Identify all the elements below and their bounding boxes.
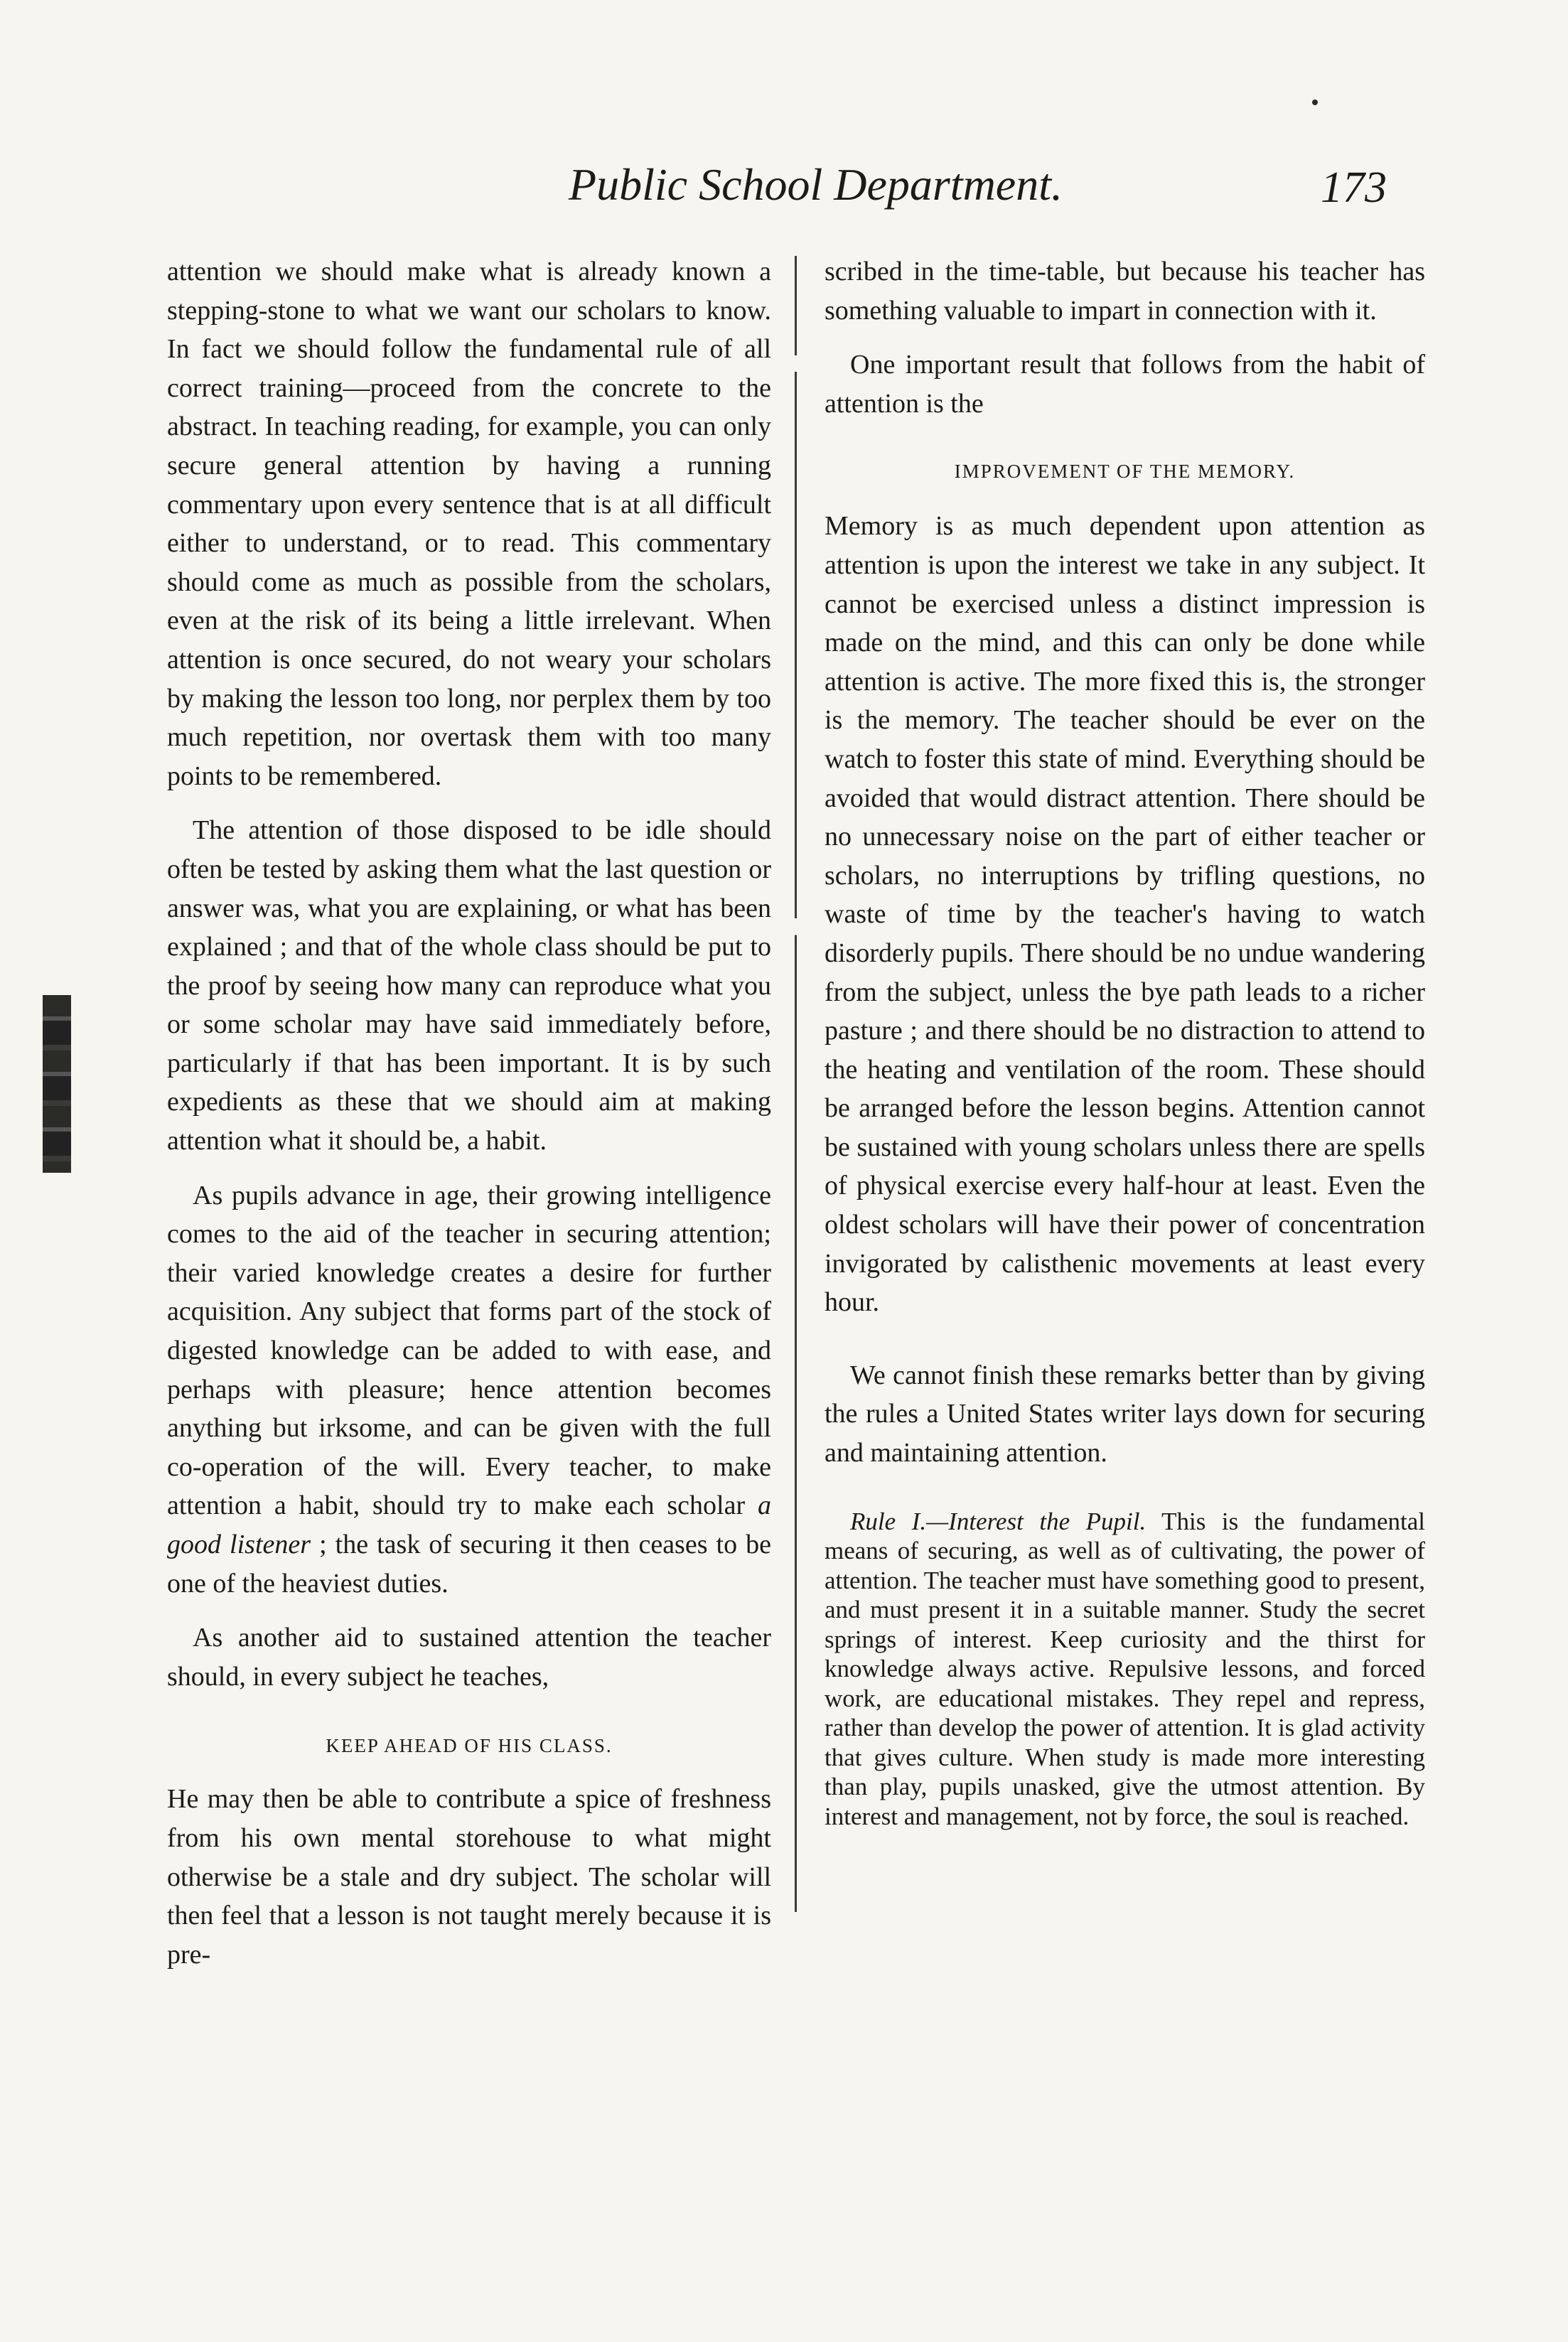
paragraph: Memory is as much dependent upon attention as attention is upon the interest we take in any subject. It cannot be exercised unless a distinct impression is made on the mind, and this can only be done while attention is active. The more fixed this is, the stronger is the memory. The teacher should be ever on the watch to foster this state of mind. Everything should be avoided that would distract attention. There should be no unnecessary noise on the part of either teacher or scholars, no interruptions by trifling questions, no waste of time by the teacher's having to watch disorderly pupils. There should be no undue wandering from the subject, unless the bye path leads to a richer pasture ; and there should be no distraction to attend to the heating and ventilation of the room. These should be arranged before the lesson begins. Attention cannot be sustained with young scholars unless there are spells of physical exercise every half-hour at least. Even the oldest scholars will have their power of concentration invigorated by calisthenic movements at least every hour. xyxy=(825,511,1425,1318)
column-rule xyxy=(795,256,797,1912)
ink-speck xyxy=(1312,100,1318,105)
paragraph: The attention of those disposed to be idle should often be tested by asking them what the last question or answer was, what you are explaining, or what has been explained ; and that of the whole class should be put to the proof by seeing how many can reproduce what you or some scholar may have said immediately before, particularly if that has been important. It is by such expedients as these that we should aim at making attention what it should be, a habit. xyxy=(167,815,771,1156)
right-column xyxy=(825,252,1425,1831)
rule-text: This is the fundamental means of securing, as well as of cultivating, the power of attention. The teacher must have something good to present, and must present it in a suitable manner. Study the secret springs of interest. Keep curiosity and the thirst for knowledge always active. Repulsive lessons, and forced work, are educational mistakes. They repel and repress, rather than develop the power of attention. It is glad activity that gives culture. When study is made more interesting than play, pupils unasked, give the utmost attention. By interest and management, not by force, the soul is reached. xyxy=(825,1507,1425,1830)
running-title: Public School Department. xyxy=(569,159,1063,210)
rule-label: Rule I.—Interest the Pupil. xyxy=(850,1507,1147,1535)
paragraph: We cannot finish these remarks better than by giving the rules a United States writer lays down for securing and maintaining attention. xyxy=(825,1360,1425,1468)
paragraph: scribed in the time-table, but because his teacher has something valuable to impart in connection with it. xyxy=(825,257,1425,326)
page-number: 173 xyxy=(1321,163,1387,212)
paragraph-text: As pupils advance in age, their growing intelligence comes to the aid of the teacher in securing attention; their varied knowledge creates a desire for further acquisition. Any subject that forms part of the stock of digested knowledge can be added to with ease, and perhaps with pleasure; hence attention becomes anything but irksome, and can be given with the full co-operation of the will. Every teacher, to make attention a habit, should try to make each scholar xyxy=(167,1180,771,1521)
section-heading: KEEP AHEAD OF HIS CLASS. xyxy=(326,1735,613,1757)
running-head xyxy=(0,156,1568,220)
rule-paragraph xyxy=(825,1507,1425,1832)
paragraph: attention we should make what is already known a stepping-stone to what we want our scholars to know. In fact we should follow the fundamental rule of all correct training—proceed from the concrete to the abstract. In teaching reading, for example, you can only secure general attention by having a running commentary upon every sentence that is at all difficult either to understand, or to read. This commentary should come as much as possible from the scholars, even at the risk of its being a little irrelevant. When attention is once secured, do not weary your scholars by making the lesson too long, nor perplex them by too much repetition, nor overtask them with too many points to be remembered. xyxy=(167,257,771,791)
left-column xyxy=(167,252,771,1974)
paragraph: He may then be able to contribute a spice of freshness from his own mental storehouse to what might otherwise be a stale and dry subject. The scholar will then feel that a lesson is not taught merely because it is pre- xyxy=(167,1784,771,1970)
paragraph-text: ; the task of securing it then ceases to be one of the heaviest duties. xyxy=(167,1530,771,1599)
section-heading: IMPROVEMENT OF THE MEMORY. xyxy=(954,461,1296,483)
paragraph: As another aid to sustained attention the teacher should, in every subject he teaches, xyxy=(167,1623,771,1692)
paragraph xyxy=(167,1176,771,1604)
paragraph: One important result that follows from the habit of attention is the xyxy=(825,350,1425,419)
emphasis: a good listener xyxy=(167,1490,771,1559)
margin-scan-mark xyxy=(43,995,71,1173)
